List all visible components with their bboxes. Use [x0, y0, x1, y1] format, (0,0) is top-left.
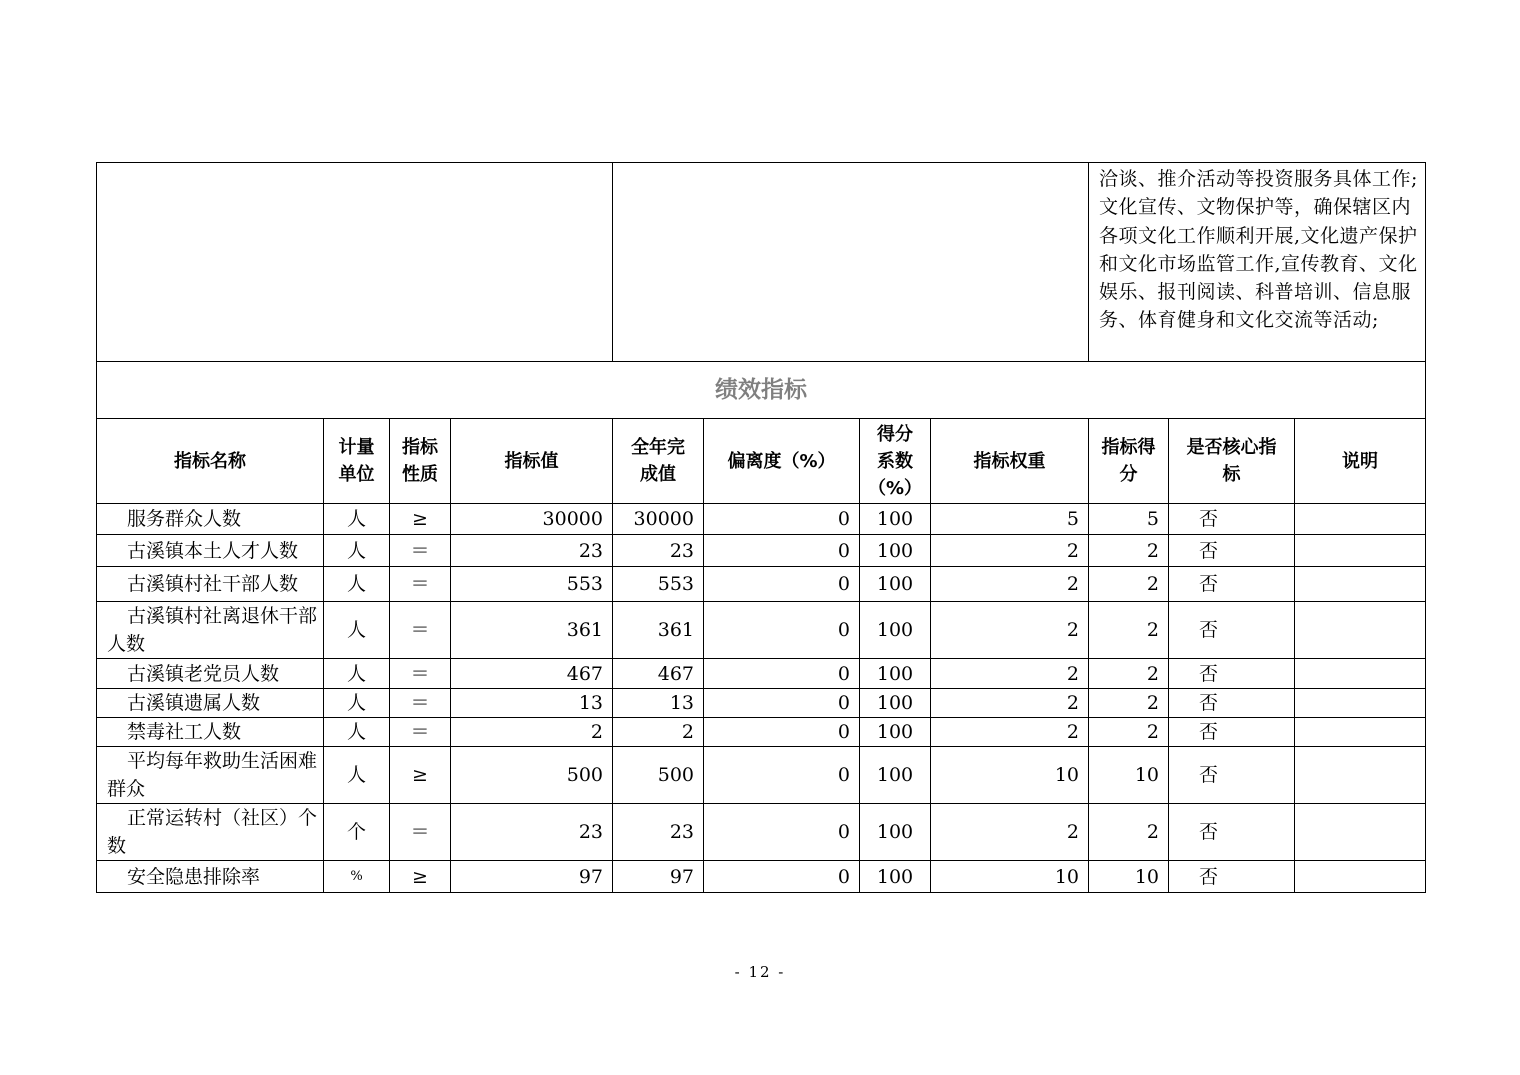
score-cell: 2: [1089, 535, 1169, 567]
table-row: [97, 689, 1426, 718]
header-score: 指标得 分: [1089, 419, 1169, 504]
value-cell: 553: [451, 567, 613, 602]
unit-cell: 人: [324, 689, 390, 718]
value-cell: 361: [451, 602, 613, 659]
note-cell: [1295, 659, 1426, 689]
activity-description: 洽谈、推介活动等投资服务具体工作;文化宣传、文物保护等，确保辖区内各项文化工作顺利开展,文化遗产保护和文化市场监管工作,宣传教育、文化娱乐、报刊阅读、科普培训、信息服务、体育健身和文化交流等活动;: [1089, 163, 1426, 362]
deviation-cell: 0: [704, 504, 860, 535]
score-cell: 10: [1089, 861, 1169, 893]
value-cell: 467: [451, 659, 613, 689]
value-cell: 13: [451, 689, 613, 718]
empty-cell: [613, 163, 1089, 362]
header-core: 是否核心指 标: [1169, 419, 1295, 504]
core-cell: 否: [1169, 861, 1295, 893]
completed-cell: 23: [613, 804, 704, 861]
header-completed: 全年完 成值: [613, 419, 704, 504]
note-cell: [1295, 602, 1426, 659]
nature-cell: ＝: [390, 689, 451, 718]
nature-cell: ＝: [390, 535, 451, 567]
deviation-cell: 0: [704, 861, 860, 893]
core-cell: 否: [1169, 567, 1295, 602]
nature-cell: ＝: [390, 804, 451, 861]
completed-cell: 467: [613, 659, 704, 689]
header-deviation: 偏离度（%）: [704, 419, 860, 504]
score-cell: 2: [1089, 659, 1169, 689]
weight-cell: 2: [931, 804, 1089, 861]
note-cell: [1295, 535, 1426, 567]
unit-cell: 人: [324, 602, 390, 659]
value-cell: 30000: [451, 504, 613, 535]
weight-cell: 5: [931, 504, 1089, 535]
table-row: [97, 602, 1426, 659]
coefficient-cell: 100: [860, 535, 931, 567]
deviation-cell: 0: [704, 718, 860, 747]
note-cell: [1295, 747, 1426, 804]
nature-cell: ≥: [390, 861, 451, 893]
completed-cell: 97: [613, 861, 704, 893]
unit-cell: 人: [324, 535, 390, 567]
indicator-name: 古溪镇村社离退休干部人数: [97, 602, 324, 659]
weight-cell: 2: [931, 602, 1089, 659]
note-cell: [1295, 689, 1426, 718]
note-cell: [1295, 861, 1426, 893]
description-table: [96, 162, 1426, 362]
header-weight: 指标权重: [931, 419, 1089, 504]
table-row: [97, 861, 1426, 893]
header-row: [97, 419, 1426, 504]
score-cell: 2: [1089, 804, 1169, 861]
header-unit: 计量 单位: [324, 419, 390, 504]
coefficient-cell: 100: [860, 861, 931, 893]
deviation-cell: 0: [704, 602, 860, 659]
value-cell: 23: [451, 535, 613, 567]
score-cell: 10: [1089, 747, 1169, 804]
indicator-name: 古溪镇遗属人数: [97, 689, 324, 718]
header-nature: 指标 性质: [390, 419, 451, 504]
nature-cell: ≥: [390, 747, 451, 804]
deviation-cell: 0: [704, 567, 860, 602]
section-title-row: [97, 362, 1426, 419]
core-cell: 否: [1169, 602, 1295, 659]
deviation-cell: 0: [704, 804, 860, 861]
nature-cell: ≥: [390, 504, 451, 535]
nature-cell: ＝: [390, 602, 451, 659]
header-value: 指标值: [451, 419, 613, 504]
indicator-name: 正常运转村（社区）个数: [97, 804, 324, 861]
table-row: [97, 504, 1426, 535]
table-row: [97, 659, 1426, 689]
coefficient-cell: 100: [860, 659, 931, 689]
header-coefficient: 得分 系数 （%）: [860, 419, 931, 504]
empty-cell: [97, 163, 613, 362]
indicator-name: 平均每年救助生活困难群众: [97, 747, 324, 804]
core-cell: 否: [1169, 804, 1295, 861]
indicator-name: 古溪镇村社干部人数: [97, 567, 324, 602]
score-cell: 2: [1089, 602, 1169, 659]
weight-cell: 10: [931, 747, 1089, 804]
unit-cell: 人: [324, 747, 390, 804]
deviation-cell: 0: [704, 659, 860, 689]
core-cell: 否: [1169, 535, 1295, 567]
score-cell: 2: [1089, 689, 1169, 718]
score-cell: 5: [1089, 504, 1169, 535]
table-row: [97, 747, 1426, 804]
unit-cell: 人: [324, 718, 390, 747]
completed-cell: 361: [613, 602, 704, 659]
completed-cell: 2: [613, 718, 704, 747]
completed-cell: 500: [613, 747, 704, 804]
indicator-name: 古溪镇老党员人数: [97, 659, 324, 689]
weight-cell: 2: [931, 689, 1089, 718]
description-row: [97, 163, 1426, 362]
note-cell: [1295, 567, 1426, 602]
indicator-name: 安全隐患排除率: [97, 861, 324, 893]
table-row: [97, 535, 1426, 567]
value-cell: 23: [451, 804, 613, 861]
completed-cell: 23: [613, 535, 704, 567]
core-cell: 否: [1169, 718, 1295, 747]
coefficient-cell: 100: [860, 689, 931, 718]
value-cell: 2: [451, 718, 613, 747]
header-name: 指标名称: [97, 419, 324, 504]
deviation-cell: 0: [704, 535, 860, 567]
nature-cell: ＝: [390, 718, 451, 747]
header-note: 说明: [1295, 419, 1426, 504]
weight-cell: 2: [931, 567, 1089, 602]
weight-cell: 10: [931, 861, 1089, 893]
coefficient-cell: 100: [860, 567, 931, 602]
coefficient-cell: 100: [860, 804, 931, 861]
weight-cell: 2: [931, 535, 1089, 567]
deviation-cell: 0: [704, 689, 860, 718]
note-cell: [1295, 504, 1426, 535]
core-cell: 否: [1169, 659, 1295, 689]
weight-cell: 2: [931, 718, 1089, 747]
unit-cell: 人: [324, 659, 390, 689]
table-row: [97, 567, 1426, 602]
indicator-name: 古溪镇本土人才人数: [97, 535, 324, 567]
score-cell: 2: [1089, 567, 1169, 602]
unit-cell: 人: [324, 504, 390, 535]
coefficient-cell: 100: [860, 504, 931, 535]
unit-cell: %: [324, 861, 390, 893]
nature-cell: ＝: [390, 567, 451, 602]
value-cell: 97: [451, 861, 613, 893]
core-cell: 否: [1169, 504, 1295, 535]
note-cell: [1295, 718, 1426, 747]
note-cell: [1295, 804, 1426, 861]
completed-cell: 30000: [613, 504, 704, 535]
coefficient-cell: 100: [860, 718, 931, 747]
indicator-name: 服务群众人数: [97, 504, 324, 535]
performance-indicator-table: [96, 361, 1426, 893]
table-row: [97, 804, 1426, 861]
unit-cell: 人: [324, 567, 390, 602]
nature-cell: ＝: [390, 659, 451, 689]
weight-cell: 2: [931, 659, 1089, 689]
section-title: 绩效指标: [97, 362, 1426, 419]
unit-cell: 个: [324, 804, 390, 861]
completed-cell: 13: [613, 689, 704, 718]
coefficient-cell: 100: [860, 747, 931, 804]
score-cell: 2: [1089, 718, 1169, 747]
core-cell: 否: [1169, 747, 1295, 804]
value-cell: 500: [451, 747, 613, 804]
core-cell: 否: [1169, 689, 1295, 718]
completed-cell: 553: [613, 567, 704, 602]
page-number: - 12 -: [734, 963, 786, 981]
deviation-cell: 0: [704, 747, 860, 804]
table-row: [97, 718, 1426, 747]
coefficient-cell: 100: [860, 602, 931, 659]
indicator-name: 禁毒社工人数: [97, 718, 324, 747]
